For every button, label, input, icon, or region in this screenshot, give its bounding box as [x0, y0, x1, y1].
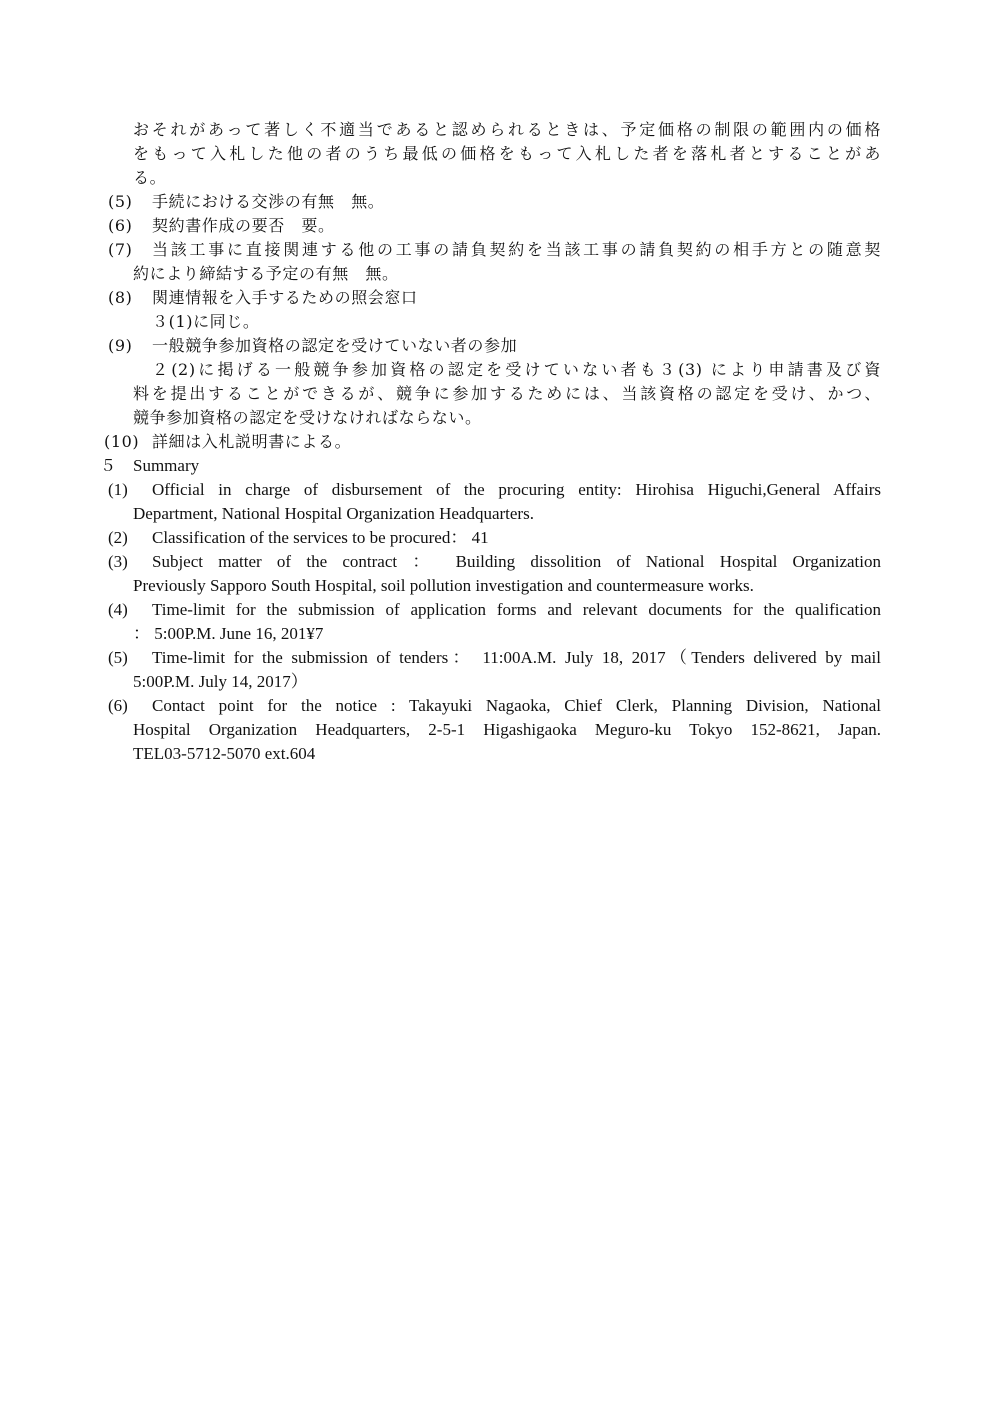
summary-item-text: Official in charge of disbursement of the procuring entity: Hirohisa Higuchi,General Affairs: [152, 480, 881, 499]
summary-item-text: Subject matter of the contract ： Building dissolition of National Hospital Organization: [152, 552, 881, 571]
summary-item-number: (5): [108, 648, 128, 667]
summary-item-number: (3): [108, 552, 128, 571]
item-number: (7): [108, 240, 133, 259]
item-text: 関連情報を入手するための照会窓口: [152, 288, 418, 307]
summary-item-number: (2): [108, 528, 128, 547]
item-text-continued: 競争参加資格の認定を受けなければならない。: [133, 408, 482, 427]
item-number: (5): [108, 192, 133, 211]
item-text-continued: 料を提出することができるが、競争に参加するためには、当該資格の認定を受け、かつ、: [133, 384, 881, 403]
summary-item-text-continued: 5:00P.M. July 14, 2017）: [133, 672, 308, 691]
item-number: (6): [108, 216, 133, 235]
summary-item-number: (6): [108, 696, 128, 715]
item-text: 当該工事に直接関連する他の工事の請負契約を当該工事の請負契約の相手方との随意契: [152, 240, 881, 259]
summary-item-text-continued: ： 5:00P.M. June 16, 201¥7: [133, 624, 324, 643]
summary-item-number: (4): [108, 600, 128, 619]
paragraph-line: おそれがあって著しく不適当であると認められるときは、予定価格の制限の範囲内の価格: [133, 120, 881, 139]
item-number: (9): [108, 336, 133, 355]
item-text: 詳細は入札説明書による。: [152, 432, 352, 451]
summary-item-text: Time-limit for the submission of tenders： 11:00A.M. July 18, 2017（Tenders delivered by mail: [152, 648, 881, 667]
paragraph-line: る。: [133, 168, 167, 187]
item-number: (10): [104, 432, 140, 451]
summary-item-text: Contact point for the notice : Takayuki Nagaoka, Chief Clerk, Planning Division, National: [152, 696, 881, 715]
item-text: 契約書作成の要否 要。: [152, 216, 335, 235]
item-text: 一般競争参加資格の認定を受けていない者の参加: [152, 336, 518, 355]
item-number: (8): [108, 288, 133, 307]
summary-item-number: (1): [108, 480, 128, 499]
summary-item-text-continued: Hospital Organization Headquarters, 2-5-1 Higashigaoka Meguro-ku Tokyo 152-8621, Japan.: [133, 720, 881, 739]
summary-item-text-continued: TEL03-5712-5070 ext.604: [133, 744, 316, 763]
section-number: ５: [100, 456, 117, 475]
item-text-continued: ２(2)に掲げる一般競争参加資格の認定を受けていない者も３(3) により申請書及び資: [152, 360, 881, 379]
summary-item-text-continued: Previously Sapporo South Hospital, soil pollution investigation and countermeasure works.: [133, 576, 754, 595]
item-text: 手続における交渉の有無 無。: [152, 192, 385, 211]
summary-item-text: Classification of the services to be procured： 41: [152, 528, 489, 547]
item-text-continued: 約により締結する予定の有無 無。: [133, 264, 399, 283]
item-text-continued: ３(1)に同じ。: [152, 312, 260, 331]
summary-item-text: Time-limit for the submission of application forms and relevant documents for the qualification: [152, 600, 881, 619]
summary-item-text-continued: Department, National Hospital Organization Headquarters.: [133, 504, 534, 523]
paragraph-line: をもって入札した他の者のうち最低の価格をもって入札した者を落札者とすることがあ: [133, 144, 881, 163]
section-title: Summary: [133, 456, 200, 475]
